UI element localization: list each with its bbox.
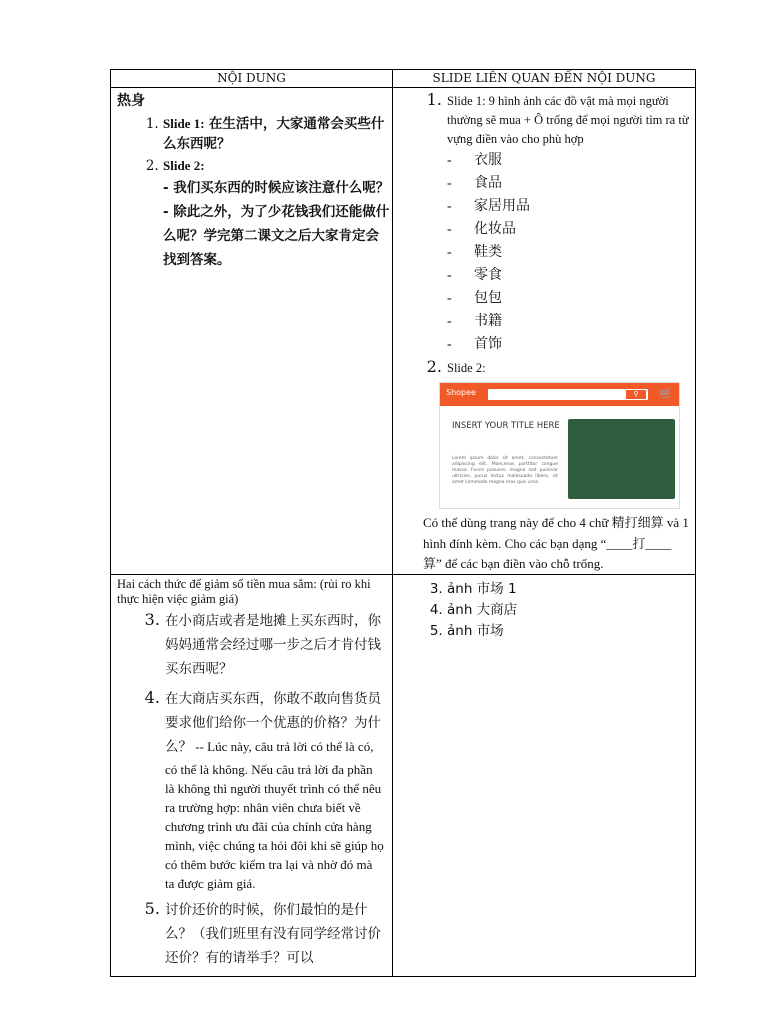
question-list xyxy=(111,609,392,970)
row2-right-cell xyxy=(393,575,696,977)
right-slide1-text: Slide 1: 9 hình ảnh các đồ vật mà mọi người thường sẽ mua + Ô trống để mọi người tìm ra từ vựng điền vào cho phù hợp xyxy=(447,94,689,146)
image-item: 3. ảnh 市场 1 xyxy=(447,579,695,600)
vocab-item: - 化妆品 xyxy=(447,219,695,240)
note-chinese: 精打细算 xyxy=(611,516,664,531)
row1-left-cell xyxy=(111,88,393,575)
right-slide-list xyxy=(393,90,695,509)
question-4-note: -- Lúc này, câu trả lời có thể là có, có thể là không. Nếu câu trả lời đa phần là không thì người thuyết trình có thể nêu ra trường hợp: nhân viên chưa biết về chương trình ưu đãi của chính cửa hàng mình, việc chúng ta hỏi đôi khi sẽ giúp họ có thêm bước kiểm tra lại và nhờ đó mà ta được giảm giá. xyxy=(165,739,384,891)
cart-icon: 🛒 xyxy=(659,387,673,400)
shop-header-bar xyxy=(440,383,679,406)
note-part2: và 1 hình đính kèm. Cho các bạn dạng “____打____算” để các bạn điền vào chỗ trống. xyxy=(423,515,689,571)
image-item: 5. ảnh 市场 xyxy=(447,621,695,642)
question-5: 讨价还价的时候，你们最怕的是什么？（我们班里有没有同学经常讨价还价？有的请举手？可以 xyxy=(165,902,381,966)
slide2-line: - 我们买东西的时候应该注意什么呢？ xyxy=(163,180,390,196)
right-slide2-item xyxy=(447,357,695,509)
row1-right-cell xyxy=(393,88,696,575)
vocab-list xyxy=(447,150,695,355)
slide1-label: Slide 1: xyxy=(163,116,205,131)
insert-title: INSERT YOUR TITLE HERE xyxy=(452,421,560,431)
image-item: 4. ảnh 大商店 xyxy=(447,600,695,621)
intro-text: Hai cách thức để giảm số tiền mua sắm: (rủi ro khi thực hiện việc giảm giá) xyxy=(117,577,371,606)
note-part1: Có thể dùng trang này để cho 4 chữ xyxy=(423,515,612,530)
vocab-item: - 书籍 xyxy=(447,311,695,332)
question-item xyxy=(165,609,384,681)
warmup-slide-list xyxy=(111,114,392,272)
content-table xyxy=(110,69,696,977)
header-slides: SLIDE LIÊN QUAN ĐẾN NỘI DUNG xyxy=(393,70,696,88)
search-icon: ⚲ xyxy=(626,390,646,399)
vocab-item: - 鞋类 xyxy=(447,242,695,263)
vocab-item: - 零食 xyxy=(447,265,695,286)
slide2-line: - 除此之外，为了少花钱我们还能做什么呢？学完第二课文之后大家肯定会找到答案。 xyxy=(163,204,390,268)
slide2-label: Slide 2: xyxy=(163,158,205,173)
image-list xyxy=(393,579,695,642)
warmup-heading: 热身 xyxy=(117,93,145,109)
slide1-item xyxy=(163,114,392,154)
row2-left-cell xyxy=(111,575,393,977)
vocab-item: - 家居用品 xyxy=(447,196,695,217)
slide2-item xyxy=(163,156,392,272)
lorem-text: Lorem ipsum dolor sit amet, consectetuer adipiscing elit. Maecenas porttitor congue massa. Fusce posuere, magna sed pulvinar ultricies, purus lectus malesuada libero, sit amet commodo magna eros quis urna. xyxy=(452,456,558,485)
question-3: 在小商店或者是地摊上买东西时，你妈妈通常会经过哪一步之后才肯付钱买东西呢？ xyxy=(165,613,381,677)
right-slide2-label: Slide 2: xyxy=(447,361,486,375)
vocab-item: - 首饰 xyxy=(447,334,695,355)
slide-thumbnail xyxy=(439,382,680,509)
header-content: NỘI DUNG xyxy=(111,70,393,88)
vocab-item: - 包包 xyxy=(447,288,695,309)
shopee-logo: Shopee xyxy=(446,388,476,397)
right-slide1-item xyxy=(447,90,695,355)
vocab-item: - 食品 xyxy=(447,173,695,194)
slide1-text: 在生活中，大家通常会买些什么东西呢？ xyxy=(163,116,385,152)
question-item xyxy=(165,687,384,892)
question-item xyxy=(165,898,384,970)
slide-note xyxy=(393,511,695,574)
image-placeholder xyxy=(568,419,675,499)
vocab-item: - 衣服 xyxy=(447,150,695,171)
search-field xyxy=(488,389,648,400)
question-4-cn: 在大商店买东西，你敢不敢向售货员要求他们给你一个优惠的价格？为什么？ xyxy=(165,691,381,755)
